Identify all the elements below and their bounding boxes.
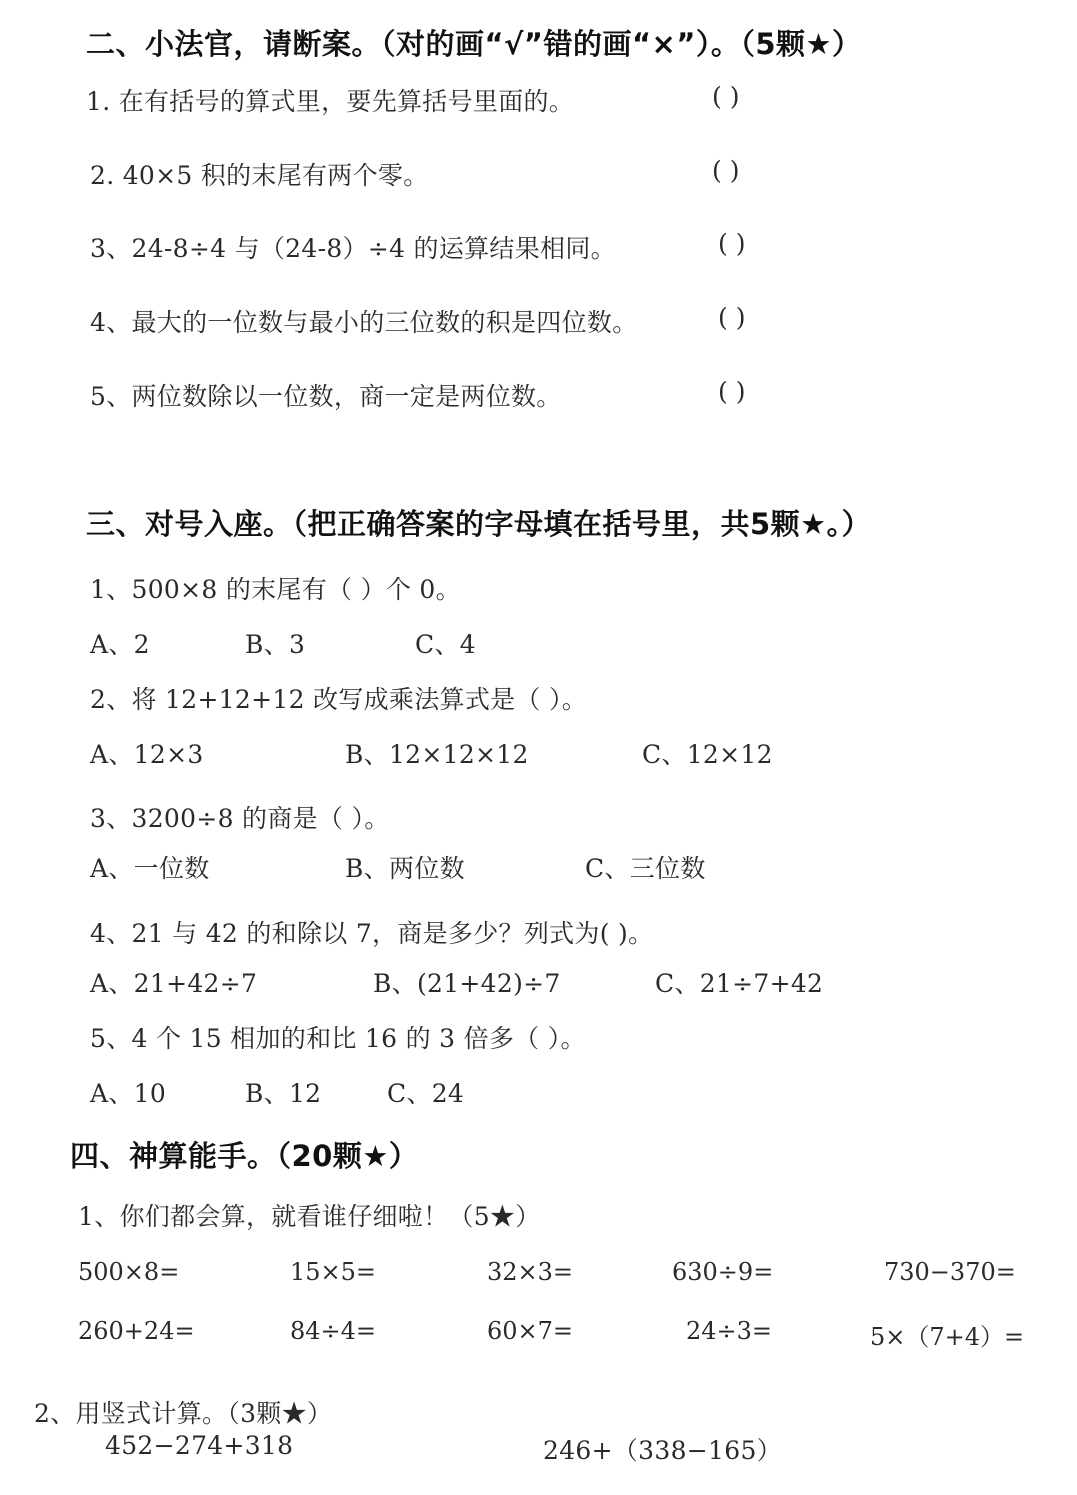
- option-3a[interactable]: A、一位数: [90, 854, 210, 883]
- judgement-item-1: 1. 在有括号的算式里，要先算括号里面的。: [86, 87, 575, 116]
- calc-item: 500×8=: [78, 1258, 180, 1286]
- calc-item: 32×3=: [487, 1258, 574, 1286]
- answer-blank-1[interactable]: ( ): [712, 82, 740, 111]
- option-2c[interactable]: C、12×12: [642, 740, 773, 769]
- judgement-item-5: 5、两位数除以一位数，商一定是两位数。: [90, 382, 562, 411]
- answer-blank-5[interactable]: ( ): [718, 377, 746, 406]
- part-2-title: 2、用竖式计算。（3颗★）: [34, 1399, 333, 1428]
- calc-item: 730−370=: [884, 1258, 1016, 1286]
- answer-blank-3[interactable]: ( ): [718, 229, 746, 258]
- option-3b[interactable]: B、两位数: [345, 854, 465, 883]
- section-3-title: 三、对号入座。（把正确答案的字母填在括号里，共5颗★。）: [86, 507, 872, 541]
- judgement-item-2: 2. 40×5 积的末尾有两个零。: [90, 161, 429, 190]
- choice-question-2: 2、将 12+12+12 改写成乘法算式是（ ）。: [90, 685, 588, 714]
- answer-blank-4[interactable]: ( ): [718, 303, 746, 332]
- vertical-calc-problem-1: 452−274+318: [105, 1431, 294, 1460]
- answer-blank-2[interactable]: ( ): [712, 156, 740, 185]
- calc-item: 84÷4=: [290, 1317, 377, 1345]
- judgement-item-3: 3、24-8÷4 与（24-8）÷4 的运算结果相同。: [90, 234, 616, 263]
- choice-question-4: 4、21 与 42 的和除以 7，商是多少？列式为( )。: [90, 919, 654, 948]
- section-2-title: 二、小法官，请断案。（对的画“√”错的画“×”）。（5颗★）: [86, 27, 862, 61]
- option-4c[interactable]: C、21÷7+42: [655, 969, 824, 998]
- option-1a[interactable]: A、2: [90, 630, 150, 659]
- calc-item: 60×7=: [487, 1317, 574, 1345]
- vertical-calc-problem-2: 246+（338−165）: [543, 1436, 782, 1465]
- choice-question-3: 3、3200÷8 的商是（ ）。: [90, 804, 390, 833]
- option-5a[interactable]: A、10: [90, 1079, 167, 1108]
- section-4-title: 四、神算能手。（20颗★）: [70, 1139, 419, 1173]
- option-5c[interactable]: C、24: [387, 1079, 465, 1108]
- option-1c[interactable]: C、4: [415, 630, 476, 659]
- calc-item: 24÷3=: [686, 1317, 773, 1345]
- choice-question-5: 5、4 个 15 相加的和比 16 的 3 倍多（ ）。: [90, 1024, 586, 1053]
- option-3c[interactable]: C、三位数: [585, 854, 706, 883]
- calc-item: 630÷9=: [672, 1258, 774, 1286]
- calc-item: 260+24=: [78, 1317, 195, 1345]
- judgement-item-4: 4、最大的一位数与最小的三位数的积是四位数。: [90, 308, 638, 337]
- option-2b[interactable]: B、12×12×12: [345, 740, 529, 769]
- option-4a[interactable]: A、21+42÷7: [90, 969, 258, 998]
- option-5b[interactable]: B、12: [245, 1079, 322, 1108]
- part-1-title: 1、你们都会算，就看谁仔细啦！（5★）: [78, 1202, 541, 1231]
- calc-item: 15×5=: [290, 1258, 377, 1286]
- option-4b[interactable]: B、(21+42)÷7: [373, 969, 561, 998]
- option-2a[interactable]: A、12×3: [90, 740, 204, 769]
- choice-question-1: 1、500×8 的末尾有（ ）个 0。: [90, 575, 461, 604]
- calc-item: 5×（7+4）=: [870, 1323, 1025, 1351]
- option-1b[interactable]: B、3: [245, 630, 306, 659]
